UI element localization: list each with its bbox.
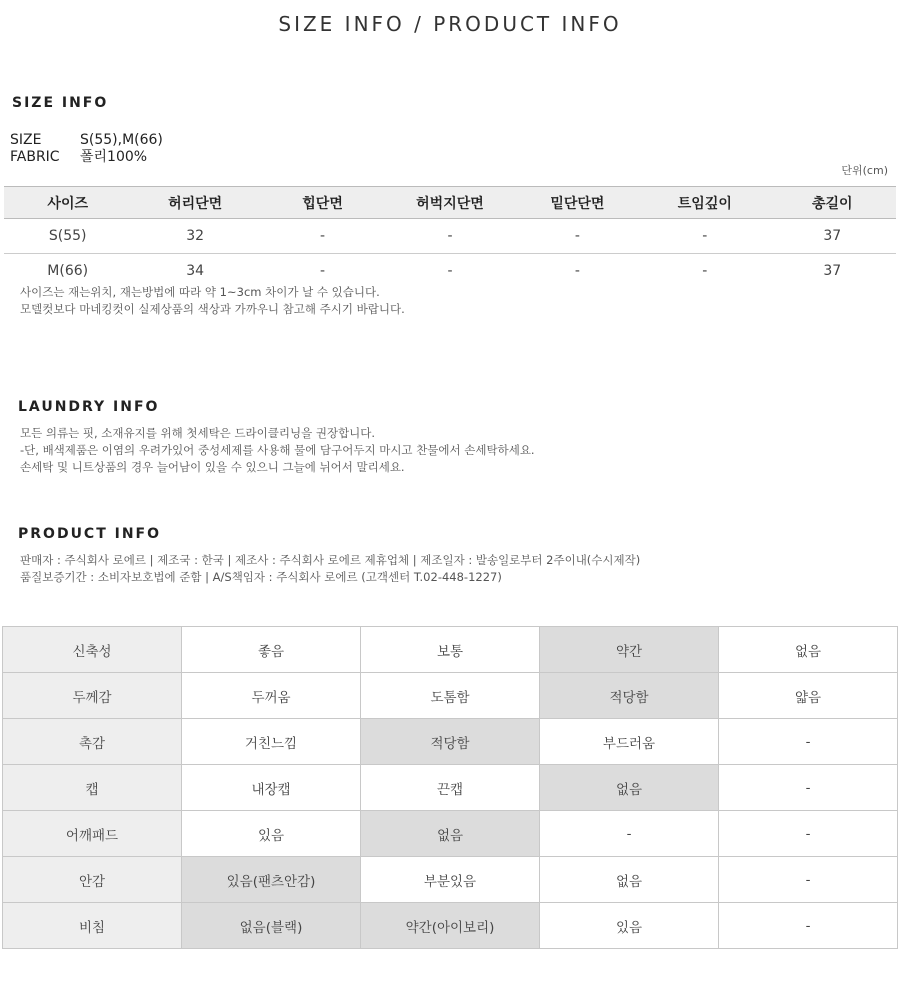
table-cell: - — [320, 263, 326, 279]
table-cell: M(66) — [47, 263, 89, 279]
product-info-line: 판매자 : 주식회사 로에르 | 제조국 : 한국 | 제조사 : 주식회사 로에르 제휴업체 | 제조일자 : 발송일로부터 2주이내(수시제작) — [20, 553, 641, 567]
feature-option: 도톰함 — [361, 673, 540, 719]
feature-label: 신축성 — [3, 627, 182, 673]
size-info-heading: SIZE INFO — [12, 95, 109, 111]
size-table-header: 밑단단면 — [514, 187, 641, 219]
spec-label: SIZE — [10, 132, 42, 148]
spec-row-size — [10, 132, 163, 149]
feature-option: 적당함 — [540, 673, 719, 719]
feature-option: 얇음 — [719, 673, 898, 719]
feature-option: - — [719, 857, 898, 903]
spec-value: 폴리100% — [80, 149, 148, 165]
feature-row — [3, 903, 898, 949]
table-cell: 37 — [769, 219, 896, 254]
table-cell: - — [514, 219, 641, 254]
feature-option: 좋음 — [182, 627, 361, 673]
table-cell: - — [259, 219, 386, 254]
table-cell: - — [641, 219, 768, 254]
size-table-header-row — [4, 187, 896, 219]
size-note-line: 사이즈는 재는위치, 재는방법에 따라 약 1~3cm 차이가 날 수 있습니다. — [20, 285, 380, 299]
unit-note: 단위(cm) — [841, 164, 888, 177]
feature-option: 두꺼움 — [182, 673, 361, 719]
feature-option: - — [719, 811, 898, 857]
table-cell: 32 — [131, 219, 258, 254]
size-table-header: 허리단면 — [131, 187, 258, 219]
feature-label: 비침 — [3, 903, 182, 949]
feature-option: 내장캡 — [182, 765, 361, 811]
feature-label: 어깨패드 — [3, 811, 182, 857]
feature-option: 약간(아이보리) — [361, 903, 540, 949]
spec-row-fabric — [10, 149, 163, 166]
feature-option: - — [540, 811, 719, 857]
size-table-header: 힙단면 — [259, 187, 386, 219]
feature-option: 거친느낌 — [182, 719, 361, 765]
feature-table — [2, 626, 898, 949]
feature-option: - — [719, 903, 898, 949]
table-cell: - — [702, 263, 708, 279]
feature-option: 없음 — [719, 627, 898, 673]
feature-option: 보통 — [361, 627, 540, 673]
size-table-header: 트임깊이 — [641, 187, 768, 219]
feature-row — [3, 857, 898, 903]
feature-label: 안감 — [3, 857, 182, 903]
feature-row — [3, 627, 898, 673]
product-info-line: 품질보증기간 : 소비자보호법에 준함 | A/S책임자 : 주식회사 로에르 (고객센터 T.02-448-1227) — [20, 570, 502, 584]
feature-label: 촉감 — [3, 719, 182, 765]
feature-option: 있음(팬츠안감) — [182, 857, 361, 903]
table-cell: - — [447, 263, 453, 279]
feature-option: 끈캡 — [361, 765, 540, 811]
table-cell: - — [574, 263, 580, 279]
size-table — [4, 186, 896, 288]
feature-option: 부분있음 — [361, 857, 540, 903]
laundry-line: 손세탁 및 니트상품의 경우 늘어남이 있을 수 있으니 그늘에 뉘어서 말리세요. — [20, 460, 405, 474]
spec-label: FABRIC — [10, 149, 60, 165]
page-title: SIZE INFO / PRODUCT INFO — [278, 12, 622, 36]
table-cell: S(55) — [4, 219, 131, 254]
feature-option: 있음 — [182, 811, 361, 857]
table-cell: 34 — [186, 263, 205, 279]
feature-option: 없음 — [540, 765, 719, 811]
feature-option: 없음 — [361, 811, 540, 857]
feature-option: 없음(블랙) — [182, 903, 361, 949]
laundry-line: 모든 의류는 핏, 소재유지를 위해 첫세탁은 드라이클리닝을 권장합니다. — [20, 426, 376, 440]
spec-block — [10, 132, 163, 166]
table-row — [4, 254, 896, 289]
feature-row — [3, 673, 898, 719]
size-table-header: 총길이 — [769, 187, 896, 219]
table-row — [4, 219, 896, 254]
feature-option: 약간 — [540, 627, 719, 673]
feature-option: 부드러움 — [540, 719, 719, 765]
feature-option: - — [719, 765, 898, 811]
size-note-line: 모델컷보다 마네킹컷이 실제상품의 색상과 가까우니 참고해 주시기 바랍니다. — [20, 302, 405, 316]
feature-row — [3, 765, 898, 811]
spec-value: S(55),M(66) — [80, 132, 163, 148]
feature-row — [3, 719, 898, 765]
feature-row — [3, 811, 898, 857]
feature-option: 없음 — [540, 857, 719, 903]
table-cell: - — [386, 219, 513, 254]
laundry-line: -단, 배색제품은 이염의 우려가있어 중성세제를 사용해 물에 담구어두지 마시고 찬물에서 손세탁하세요. — [20, 443, 535, 457]
feature-option: - — [719, 719, 898, 765]
feature-label: 캡 — [3, 765, 182, 811]
feature-option: 적당함 — [361, 719, 540, 765]
table-cell: 37 — [823, 263, 842, 279]
laundry-info-heading: LAUNDRY INFO — [18, 399, 160, 415]
product-notes — [20, 552, 640, 586]
size-notes — [20, 284, 405, 318]
product-info-heading: PRODUCT INFO — [18, 526, 162, 542]
laundry-notes — [20, 425, 535, 476]
feature-label: 두께감 — [3, 673, 182, 719]
feature-option: 있음 — [540, 903, 719, 949]
size-table-header: 사이즈 — [4, 187, 131, 219]
size-table-header: 허벅지단면 — [386, 187, 513, 219]
